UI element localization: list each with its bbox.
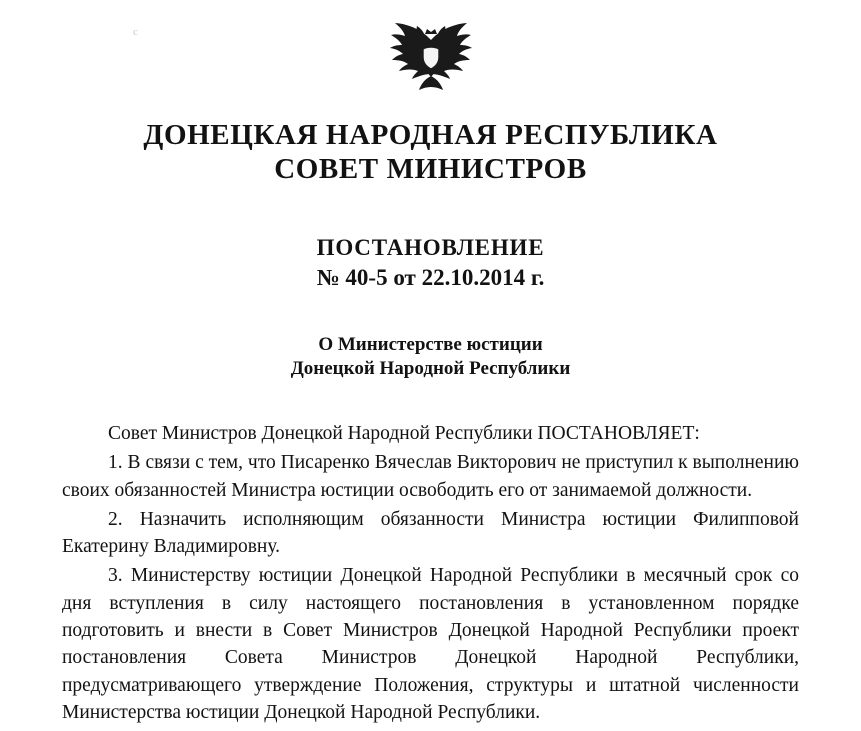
body-paragraph: Совет Министров Донецкой Народной Республики ПОСТАНОВЛЯЕТ:: [108, 422, 700, 444]
subject-line-2: Донецкой Народной Республики: [290, 358, 571, 380]
emblem-container: [62, 0, 799, 100]
double-headed-eagle-emblem: [383, 14, 479, 98]
document-subject: [62, 333, 799, 382]
header-line-1: ДОНЕЦКАЯ НАРОДНАЯ РЕСПУБЛИКА: [143, 119, 718, 151]
document-type: ПОСТАНОВЛЕНИЕ: [316, 235, 545, 261]
body-paragraph: 1. В связи с тем, что Писаренко Вячеслав Викторович не приступил к выполнению своих обязанностей Министра юстиции освободить его от занимаемой должности.: [62, 452, 799, 501]
document-body: [62, 420, 799, 726]
header-line-2: СОВЕТ МИНИСТРОВ: [274, 153, 587, 186]
body-paragraph: 2. Назначить исполняющим обязанности Министра юстиции Филипповой Екатерину Владимировну.: [62, 508, 799, 558]
body-paragraph: 3. Министерству юстиции Донецкой Народной Республики в месячный срок со дня вступления в силу настоящего постановления в установленном порядке подготовить и внести в Совет Министров Донецкой Народной Республики проект постановления Совета Министров Донецкой Народной Республики, предусматривающего утверждение Положения, структуры и штатной численности Министерства юстиции Донецкой Народной Республики.: [62, 565, 799, 723]
scan-artifact-mark: c: [133, 26, 138, 38]
document-header: [62, 118, 799, 186]
subject-line-1: О Министерстве юстиции: [318, 333, 543, 355]
document-number: № 40-5 от 22.10.2014 г.: [316, 265, 545, 291]
